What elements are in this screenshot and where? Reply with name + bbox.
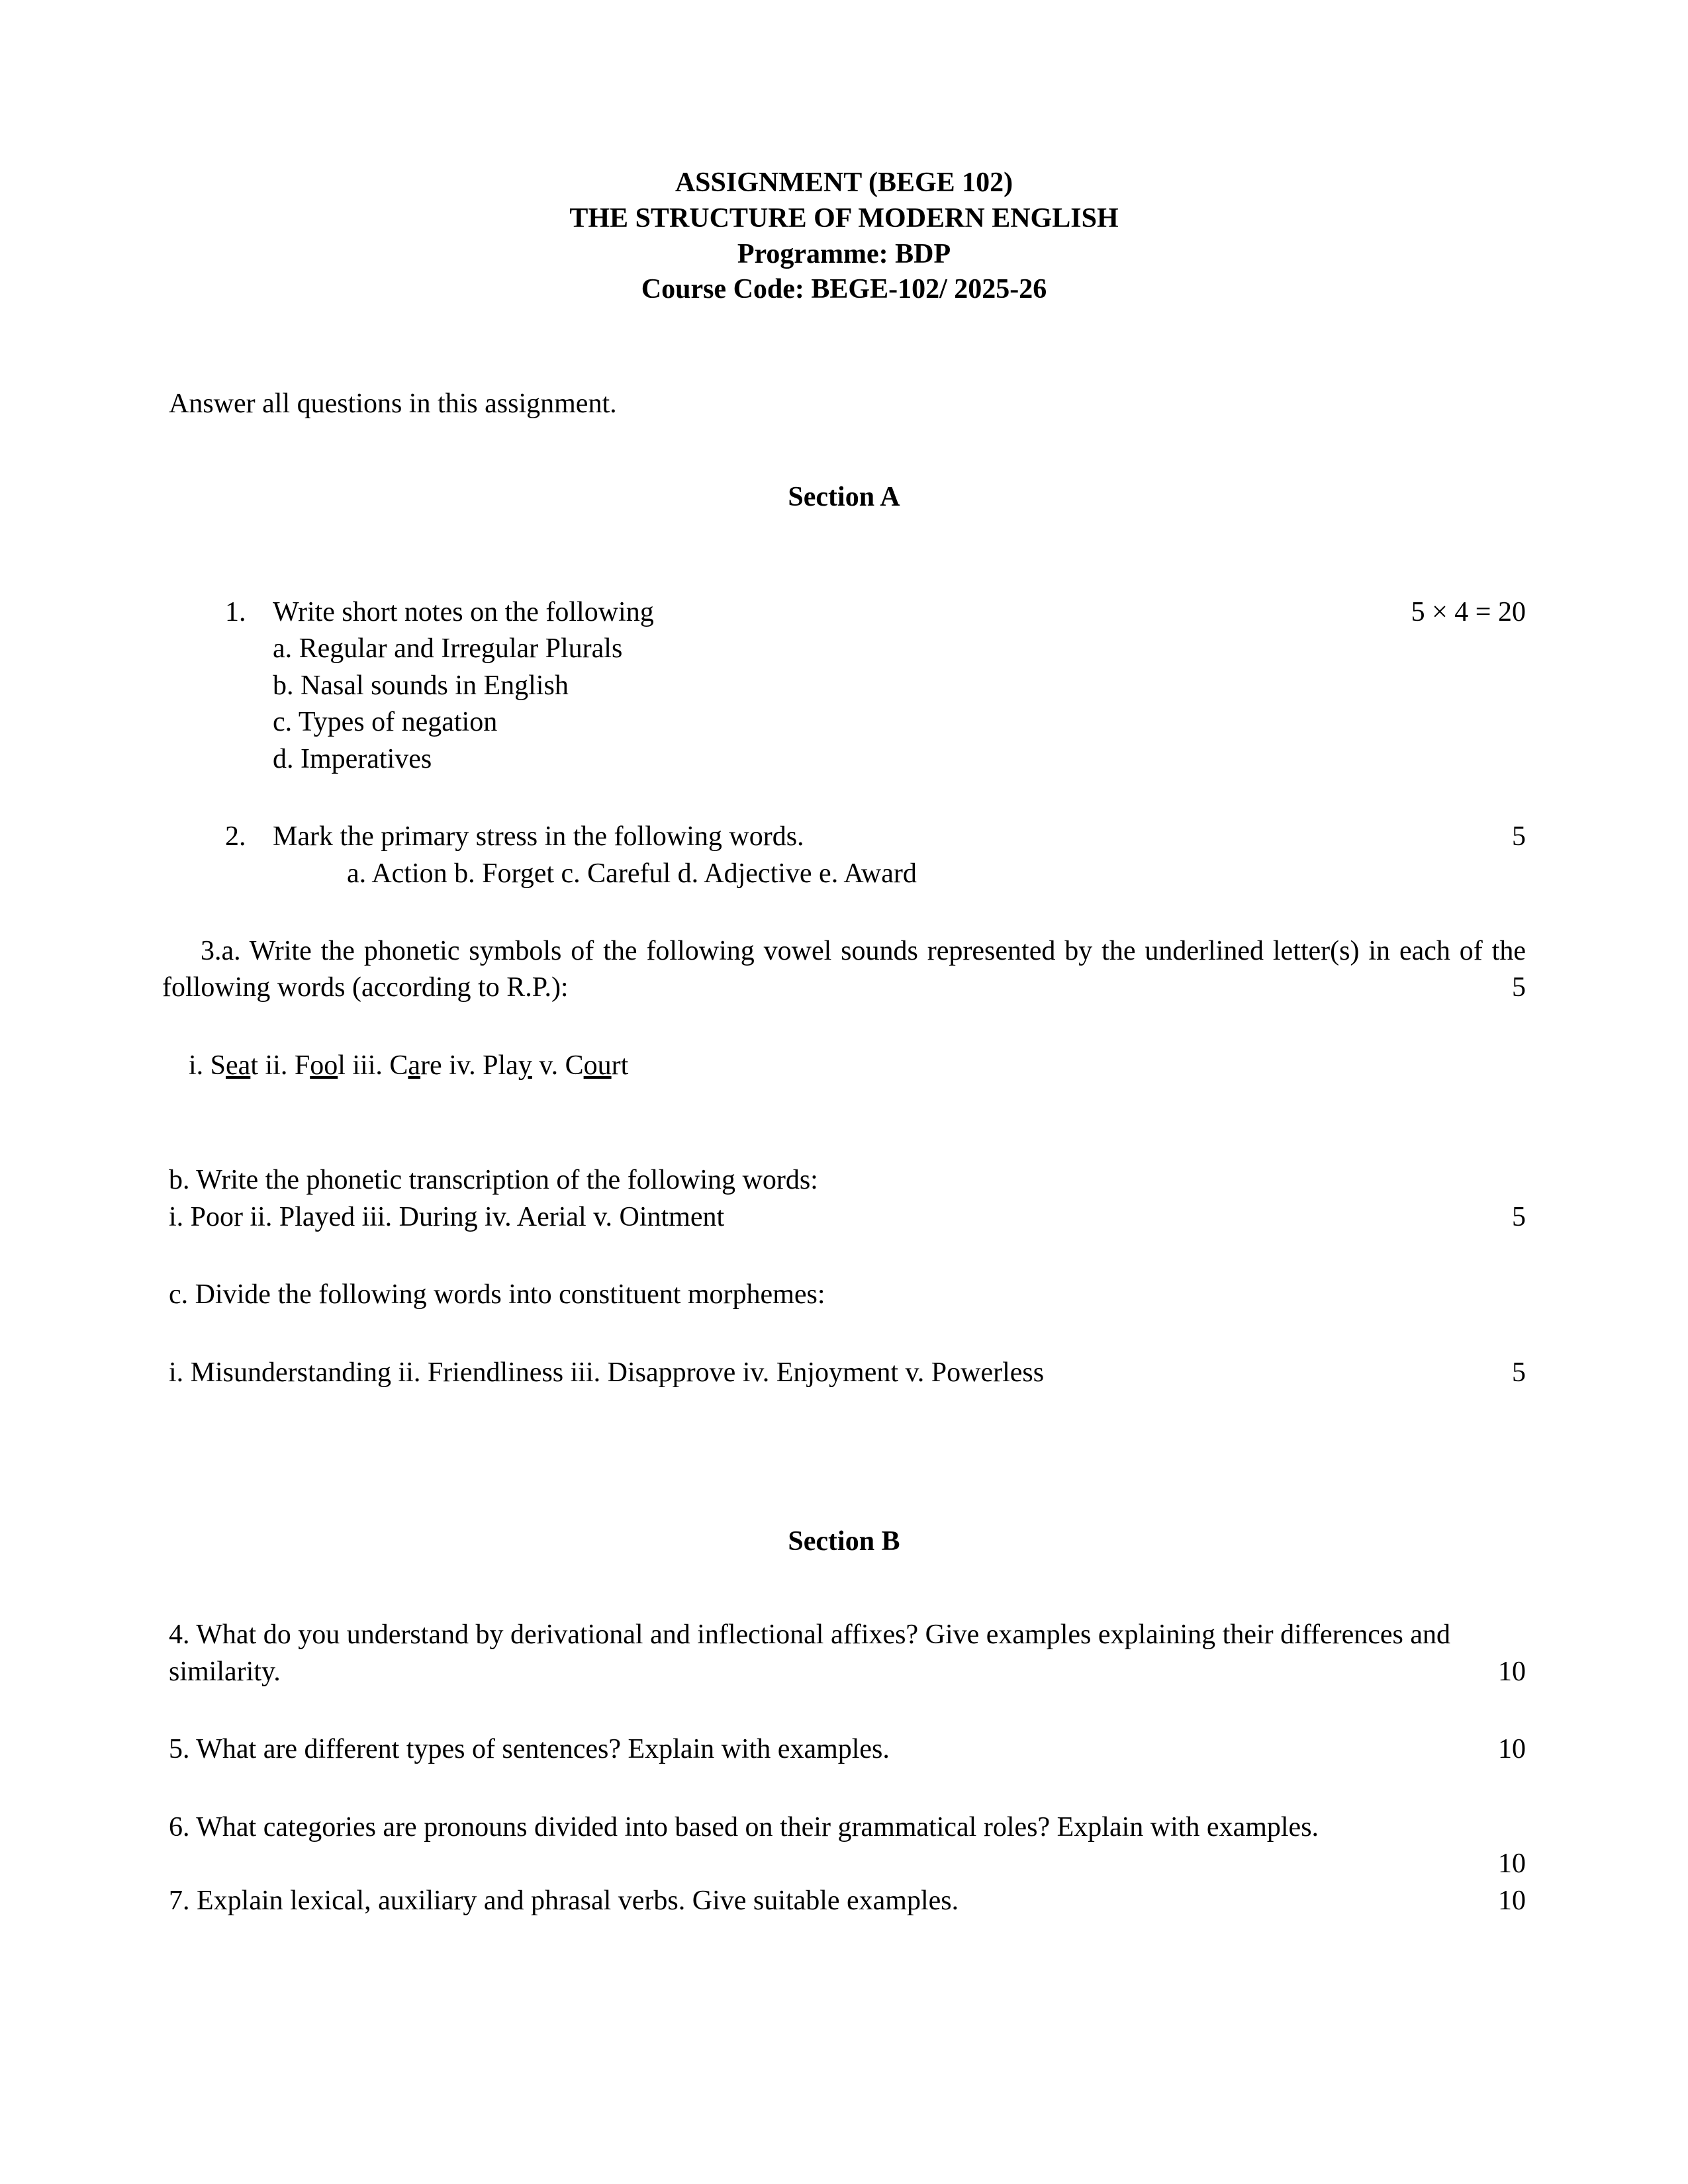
heading-line-4: Course Code: BEGE-102/ 2025-26 — [641, 274, 1047, 305]
spacer — [162, 1391, 1526, 1524]
question-4-marks: 10 — [1498, 1656, 1526, 1687]
question-7-marks: 10 — [1498, 1885, 1526, 1916]
question-3b-text: b. Write the phonetic transcription of the following words: — [169, 1165, 818, 1196]
question-1 — [225, 594, 1526, 778]
spacer — [162, 1560, 1526, 1617]
question-3b-marks: 5 — [1512, 1201, 1526, 1232]
question-2 — [225, 819, 1526, 892]
document-heading — [162, 165, 1526, 308]
section-a-title: Section A — [788, 482, 900, 513]
instruction-text: Answer all questions in this assignment. — [169, 388, 617, 419]
list-item: a. Action b. Forget c. Careful d. Adjective e. Award — [347, 858, 917, 889]
question-2-number: 2. — [225, 821, 246, 852]
question-4 — [169, 1617, 1526, 1690]
spacer — [162, 1314, 1526, 1355]
question-1-marks: 5 × 4 = 20 — [1411, 596, 1526, 627]
question-3c-text: c. Divide the following words into constituent morphemes: — [169, 1279, 825, 1310]
question-7-text: 7. Explain lexical, auxiliary and phrasal verbs. Give suitable examples. — [169, 1885, 959, 1916]
question-6-marks: 10 — [1498, 1848, 1526, 1880]
underline-oo: oo — [310, 1050, 338, 1081]
underline-ou: ou — [583, 1050, 612, 1081]
question-3a — [162, 933, 1526, 1007]
question-7 — [169, 1883, 1526, 1919]
question-2-subitems — [347, 856, 1526, 892]
list-item: b. Nasal sounds in English — [273, 670, 569, 701]
question-5 — [169, 1731, 1526, 1768]
spacer — [162, 1690, 1526, 1731]
spacer — [162, 892, 1526, 933]
question-2-text: Mark the primary stress in the following words. — [273, 821, 804, 852]
question-3a-body: 3.a. Write the phonetic symbols of the following vowel sounds represented by the underlined letter(s) in each of the following words (according to R.P.): — [162, 935, 1526, 1003]
heading-line-1: ASSIGNMENT (BEGE 102) — [675, 167, 1013, 198]
list-item: d. Imperatives — [273, 743, 432, 774]
document-body — [162, 165, 1526, 1919]
question-6-text: 6. What categories are pronouns divided into based on their grammatical roles? Explain with examples. — [169, 1811, 1319, 1843]
spacer — [162, 778, 1526, 819]
spacer — [162, 1007, 1526, 1048]
heading-line-2: THE STRUCTURE OF MODERN ENGLISH — [569, 203, 1119, 234]
spacer — [162, 1236, 1526, 1277]
question-1-subitems — [273, 631, 1526, 778]
spacer — [162, 422, 1526, 479]
section-b-title: Section B — [788, 1526, 900, 1557]
underline-y: y — [518, 1050, 532, 1081]
question-3a-marks: 5 — [1512, 972, 1526, 1003]
heading-line-3: Programme: BDP — [737, 238, 951, 269]
question-1-number: 1. — [225, 596, 246, 627]
question-4-text: 4. What do you understand by derivational and inflectional affixes? Give examples explaining their differences and similarity. 10 — [169, 1617, 1526, 1690]
question-3c-marks: 5 — [1512, 1357, 1526, 1388]
spacer — [162, 308, 1526, 386]
question-1-text: Write short notes on the following — [273, 596, 654, 627]
question-2-marks: 5 — [1512, 821, 1526, 852]
spacer — [162, 1768, 1526, 1809]
question-3b-words: i. Poor ii. Played iii. During iv. Aerial v. Ointment — [169, 1201, 725, 1232]
question-3c — [162, 1277, 1526, 1391]
question-3a-text — [162, 933, 1526, 1007]
underline-ea: ea — [226, 1050, 251, 1081]
question-5-text: 5. What are different types of sentences? Explain with examples. — [169, 1734, 890, 1765]
question-3c-words: i. Misunderstanding ii. Friendliness iii. Disapprove iv. Enjoyment v. Powerless — [169, 1357, 1045, 1388]
list-item: c. Types of negation — [273, 707, 498, 738]
question-3b — [162, 1162, 1526, 1236]
underline-a: a — [408, 1050, 421, 1081]
question-6 — [169, 1809, 1526, 1883]
question-5-marks: 10 — [1498, 1734, 1526, 1765]
spacer — [162, 1084, 1526, 1162]
list-item: a. Regular and Irregular Plurals — [273, 633, 623, 664]
spacer — [162, 516, 1526, 594]
question-3a-words: i. Seat ii. Fool iii. Care iv. Play v. Court — [189, 1050, 629, 1081]
